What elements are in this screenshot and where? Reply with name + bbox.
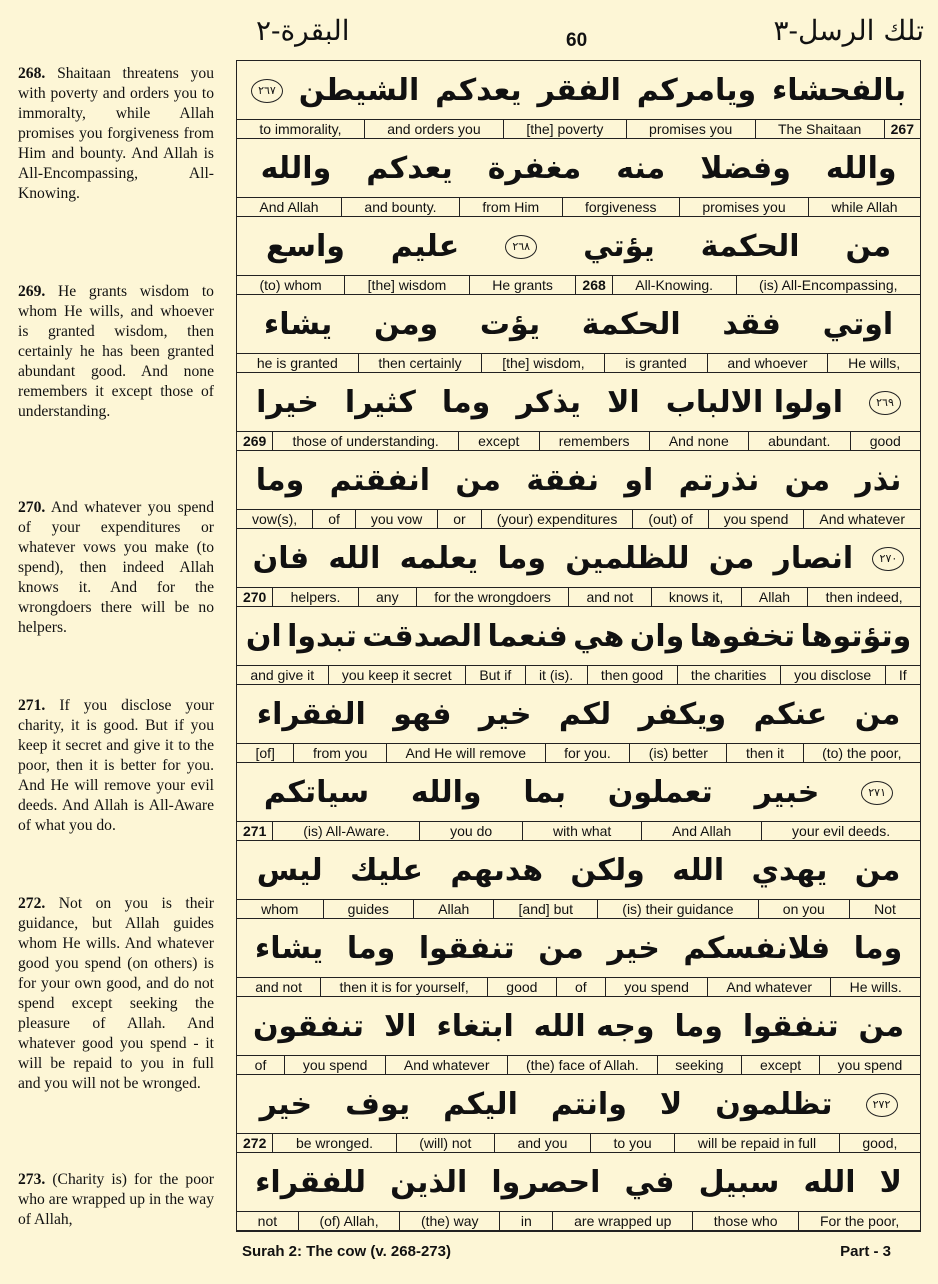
english-gloss-line [237,665,920,684]
arabic-word: فقد [722,307,781,342]
arabic-word: واسع [265,229,345,264]
english-gloss-cell: (your) expenditures [481,510,633,528]
english-gloss-cell: in [499,1212,552,1230]
footer-part-label: Part - 3 [840,1243,891,1260]
translation-verse-271 [18,696,214,836]
arabic-word: ولكن [570,853,645,888]
english-gloss-line [237,587,920,606]
juz-name-header: تلك الرسل-٣ [773,14,924,47]
arabic-word: وجه الله [533,1009,655,1044]
arabic-word: نفقة [526,463,599,498]
english-gloss-cell: not [257,1213,278,1229]
translation-verse-273 [18,1170,214,1230]
arabic-word: خير [478,697,532,732]
english-gloss-line [237,1211,920,1230]
english-gloss-cell: If [885,666,921,684]
arabic-word: من [455,463,501,498]
english-gloss-cell: [of] [255,745,275,761]
english-gloss-cell: or [437,510,480,528]
english-gloss-cell: [the] wisdom, [481,354,604,372]
grid-row [237,529,920,607]
english-gloss-line [237,743,920,762]
verse-end-marker: ٢٧٠ [872,547,904,571]
grid-row [237,217,920,295]
english-gloss-cell: (is) better [629,744,726,762]
arabic-line [237,217,920,276]
arabic-word: وما [441,385,491,420]
arabic-word: خير [259,1087,313,1122]
english-gloss-cell: of [556,978,605,996]
arabic-word: ويامركم [636,73,757,108]
english-gloss-cell: and not [255,979,302,995]
english-gloss-cell: And whatever [803,510,920,528]
translation-verse-270 [18,498,214,638]
english-gloss-cell: with what [522,822,641,840]
arabic-line [237,841,920,900]
arabic-line [237,451,920,510]
english-gloss-cell: you spend [708,510,804,528]
english-gloss-cell: are wrapped up [552,1212,692,1230]
arabic-word: وما [255,463,305,498]
arabic-line [237,529,920,588]
arabic-word: منه [616,151,666,186]
english-gloss-cell: [the] wisdom [344,276,469,294]
arabic-word: الصدقت [362,619,483,654]
english-gloss-cell: you spend [284,1056,385,1074]
arabic-word: من [845,229,892,264]
page-header [236,0,936,58]
arabic-word: من [854,697,901,732]
arabic-line [237,373,920,432]
arabic-line [237,607,920,666]
english-gloss-cell: [the] poverty [503,120,626,138]
arabic-word: يشاء [254,931,324,966]
english-gloss-line [237,977,920,996]
arabic-word: للظلمين [565,541,690,576]
arabic-word: الفقراء [256,697,366,732]
english-gloss-line [237,119,920,138]
verse-end-marker: ٢٦٧ [251,79,283,103]
verse-text: He grants wisdom to whom He wills, and whoever is granted wisdom, then certainly he has been granted abundant good. And none remembers it except those of understanding. [18,283,214,420]
english-gloss-cell: vow(s), [252,511,298,527]
english-gloss-cell: And whatever [707,978,830,996]
english-gloss-cell: the charities [677,666,780,684]
english-gloss-line [237,899,920,918]
english-gloss-cell: those who [692,1212,798,1230]
grid-row [237,685,920,763]
arabic-word: يعلمه [399,541,479,576]
english-gloss-cell: Allah [741,588,808,606]
grid-row [237,139,920,217]
grid-row [237,997,920,1075]
arabic-word: عليم [390,229,460,264]
english-gloss-cell: remembers [539,432,649,450]
english-gloss-cell: and bounty. [341,198,459,216]
verse-number-cell: 270 [242,589,267,605]
arabic-word: وانتم [550,1087,627,1122]
translation-verse-272 [18,894,214,1094]
english-gloss-cell: then it [726,744,802,762]
english-gloss-cell: good, [839,1134,920,1152]
english-gloss-line [237,431,920,450]
english-gloss-cell: promises you [626,120,755,138]
arabic-word: هي [573,619,625,654]
arabic-line [237,997,920,1056]
verse-text: If you disclose your charity, it is good. But if you keep it secret and give it to the poor, then it is better for you. And He will remove your evil deeds. And Allah is All-Aware of what you do. [18,697,214,834]
arabic-word: الذين [390,1165,468,1200]
verse-text: (Charity is) for the poor who are wrapped up in the way of Allah, [18,1171,214,1228]
english-gloss-cell: (will) not [396,1134,494,1152]
english-gloss-line [237,1133,920,1152]
english-gloss-cell: The Shaitaan [755,120,884,138]
english-gloss-cell: promises you [679,198,808,216]
english-gloss-cell: from Him [459,198,562,216]
grid-row [237,763,920,841]
english-gloss-cell: But if [465,666,525,684]
arabic-word: من [854,853,901,888]
arabic-word: يعدكم [435,73,522,108]
english-gloss-cell: (is) their guidance [597,900,758,918]
english-gloss-cell: And none [649,432,748,450]
arabic-line [237,685,920,744]
arabic-word: الله [328,541,381,576]
arabic-word: نذرتم [678,463,760,498]
english-gloss-cell: it (is). [525,666,587,684]
grid-row [237,373,920,451]
arabic-word: ويكفر [638,697,727,732]
arabic-line [237,295,920,354]
arabic-word: ابتغاء [436,1009,514,1044]
arabic-word: خيرا [256,385,319,420]
verse-text: Shaitaan threatens you with poverty and orders you to immoralty, while Allah promises you forgiveness from Him and bounty. And Allah is All-Encompassing, All-Knowing. [18,65,214,202]
arabic-word: يؤتي [583,229,655,264]
arabic-word: يشاء [263,307,333,342]
verse-end-marker: ٢٦٩ [869,391,901,415]
arabic-word: لا [659,1087,683,1122]
arabic-line [237,763,920,822]
english-gloss-cell: is granted [604,354,706,372]
english-gloss-cell: whom [261,901,299,917]
english-gloss-cell: And He will remove [386,744,545,762]
english-gloss-cell: Allah [413,900,493,918]
english-gloss-cell: you disclose [780,666,885,684]
arabic-word: هدىهم [450,853,544,888]
arabic-word: تظلمون [715,1087,833,1122]
english-gloss-cell: Not [849,900,920,918]
english-gloss-cell: except [458,432,539,450]
arabic-word: اوتي [822,307,894,342]
english-gloss-cell: knows it, [651,588,741,606]
arabic-word: من [538,931,584,966]
grid-row [237,61,920,139]
english-gloss-cell: All-Knowing. [612,276,736,294]
english-gloss-cell: you do [419,822,522,840]
arabic-word: مغفرة [487,151,582,186]
verse-number: 268. [18,65,46,82]
english-gloss-cell: then indeed, [807,588,920,606]
grid-row [237,841,920,919]
verse-end-marker: ٢٦٨ [505,235,537,259]
english-gloss-cell: (of) Allah, [298,1212,399,1230]
english-gloss-cell: abundant. [748,432,850,450]
english-gloss-cell: And Allah [259,199,319,215]
english-gloss-cell: you spend [819,1056,920,1074]
arabic-word: الا [607,385,640,420]
arabic-word: اولوا الالباب [665,385,843,420]
verse-end-marker: ٢٧٢ [866,1093,898,1117]
english-gloss-cell: except [741,1056,819,1074]
surah-name-header: البقرة-٢ [256,14,350,47]
arabic-word: للفقراء [255,1165,367,1200]
grid-row [237,295,920,373]
english-gloss-cell: and give it [250,667,315,683]
arabic-word: لا [879,1165,902,1200]
arabic-word: بالفحشاء [771,73,907,108]
arabic-line [237,1153,920,1212]
grid-row [237,451,920,529]
arabic-line [237,139,920,198]
english-gloss-cell: on you [758,900,849,918]
arabic-word: الحكمة [700,229,800,264]
verse-number-cell: 267 [884,120,920,138]
arabic-line [237,61,920,120]
arabic-word: خير [607,931,660,966]
arabic-word: الشيطن [298,73,420,108]
english-gloss-cell: of [312,510,355,528]
english-gloss-cell: For the poor, [798,1212,920,1230]
english-gloss-cell: (to) the poor, [803,744,920,762]
arabic-word: يوف [345,1087,411,1122]
page-number: 60 [566,30,588,51]
translation-verse-269 [18,282,214,422]
arabic-word: وتؤتوها [800,619,912,654]
arabic-word: وما [674,1009,723,1044]
arabic-word: فلانفسكم [683,931,831,966]
arabic-word: الله [672,853,725,888]
english-gloss-line [237,1055,920,1074]
arabic-word: عليك [350,853,423,888]
arabic-word: يعدكم [366,151,453,186]
verse-number: 272. [18,895,46,912]
english-gloss-cell: guides [323,900,414,918]
arabic-word: تنفقوا [418,931,515,966]
arabic-word: ليس [256,853,323,888]
arabic-word: وما [346,931,396,966]
verse-number: 270. [18,499,46,516]
english-gloss-cell: then certainly [358,354,482,372]
english-gloss-cell: And Allah [641,822,761,840]
translation-verse-268 [18,64,214,204]
arabic-word: الحكمة [581,307,681,342]
verse-number-cell: 268 [575,276,611,294]
english-gloss-cell: (the) way [399,1212,499,1230]
arabic-word: وما [497,541,547,576]
arabic-word: او [624,463,654,498]
english-gloss-cell: for you. [545,744,630,762]
verse-number-cell: 269 [242,433,267,449]
english-gloss-cell: and whoever [707,354,828,372]
arabic-word: فنعما [487,619,568,654]
arabic-word: عنكم [753,697,828,732]
english-gloss-cell: (out) of [632,510,707,528]
english-gloss-cell: you keep it secret [328,666,465,684]
english-gloss-cell: to you [590,1134,674,1152]
arabic-word: يهدي [751,853,828,888]
arabic-word: احصروا [491,1165,601,1200]
english-gloss-cell: He wills, [827,354,920,372]
arabic-word: الله [803,1165,856,1200]
english-gloss-cell: He grants [469,276,576,294]
arabic-word: لكم [558,697,612,732]
arabic-word: اليكم [443,1087,518,1122]
arabic-word: الفقر [537,73,621,108]
arabic-word: ان [245,619,282,654]
english-gloss-cell: you vow [355,510,437,528]
english-gloss-cell: for the wrongdoers [416,588,568,606]
english-gloss-cell: of [254,1057,267,1073]
arabic-word: من [784,463,831,498]
english-gloss-cell: good [850,432,920,450]
english-gloss-line [237,275,920,294]
arabic-word: الا [383,1009,417,1044]
english-gloss-line [237,353,920,372]
arabic-word: تخفوها [689,619,796,654]
english-gloss-cell: will be repaid in full [674,1134,838,1152]
english-gloss-cell: from you [293,744,385,762]
english-gloss-cell: seeking [657,1056,742,1074]
grid-row [237,919,920,997]
arabic-word: كثيرا [344,385,416,420]
arabic-word: يذكر [516,385,582,420]
english-gloss-cell: He wills. [830,978,920,996]
arabic-word: وفضلا [700,151,791,186]
english-gloss-cell: [and] but [493,900,597,918]
grid-row [237,1075,920,1153]
verse-number-cell: 271 [243,823,267,839]
arabic-word: تبدوا [287,619,357,654]
arabic-line [237,919,920,978]
english-gloss-cell: forgiveness [562,198,679,216]
english-gloss-cell: (the) face of Allah. [507,1056,656,1074]
english-gloss-cell: and not [568,588,650,606]
english-gloss-line [237,509,920,528]
english-gloss-cell: you spend [605,978,707,996]
english-gloss-cell: good [487,978,556,996]
english-gloss-cell: any [358,588,416,606]
verse-text: And whatever you spend of your expenditures or whatever vows you make (to spend), then indeed Allah knows it. And for the wrongdoers there will be no helpers. [18,499,214,636]
english-gloss-cell: (is) All-Encompassing, [736,276,920,294]
english-gloss-cell: then good [587,666,677,684]
arabic-word: تنفقون [252,1009,365,1044]
english-gloss-cell: your evil deeds. [761,822,920,840]
arabic-word: والله [260,151,332,186]
arabic-word: فان [252,541,310,576]
english-gloss-line [237,197,920,216]
arabic-word: سياتكم [263,775,370,810]
english-gloss-cell: those of understanding. [272,432,458,450]
verse-text: Not on you is their guidance, but Allah guides whom He wills. And whatever good you spend (on others) is for your own good, and do not spend except seeking the pleasure of Allah. And whatever good you spend - it will be repaid to you in full and you will not be wronged. [18,895,214,1092]
verse-number: 271. [18,697,46,714]
english-gloss-cell: And whatever [385,1056,507,1074]
arabic-word: انصار [773,541,854,576]
english-gloss-cell: (to) whom [259,277,322,293]
footer-surah-label: Surah 2: The cow (v. 268-273) [242,1243,451,1260]
word-by-word-grid [236,60,921,1232]
verse-number: 273. [18,1171,46,1188]
arabic-word: من [858,1009,905,1044]
arabic-word: في [624,1165,675,1200]
english-gloss-cell: he is granted [256,355,338,371]
grid-row [237,607,920,685]
arabic-word: بما [523,775,566,810]
english-gloss-cell: then it is for yourself, [320,978,487,996]
arabic-word: تنفقوا [742,1009,839,1044]
english-gloss-cell: be wronged. [272,1134,395,1152]
arabic-word: والله [410,775,482,810]
english-gloss-cell: helpers. [272,588,357,606]
arabic-word: من [708,541,755,576]
arabic-word: تعملون [607,775,713,810]
arabic-word: وان [629,619,685,654]
arabic-word: يؤت [479,307,541,342]
arabic-line [237,1075,920,1134]
grid-row [237,1153,920,1231]
page-footer [236,1243,919,1267]
arabic-word: ومن [373,307,439,342]
arabic-word: فهو [393,697,452,732]
english-gloss-line [237,821,920,840]
arabic-word: سبيل [698,1165,780,1200]
arabic-word: وما [853,931,903,966]
verse-end-marker: ٢٧١ [861,781,893,805]
arabic-word: انفقتم [329,463,431,498]
arabic-word: والله [825,151,897,186]
arabic-word: خبير [754,775,820,810]
english-gloss-cell: and you [494,1134,590,1152]
english-gloss-cell: and orders you [364,120,503,138]
verse-number-cell: 272 [243,1135,267,1151]
verse-number: 269. [18,283,46,300]
english-gloss-cell: while Allah [808,198,920,216]
english-gloss-cell: to immorality, [259,121,342,137]
english-gloss-cell: (is) All-Aware. [272,822,419,840]
arabic-word: نذر [855,463,902,498]
